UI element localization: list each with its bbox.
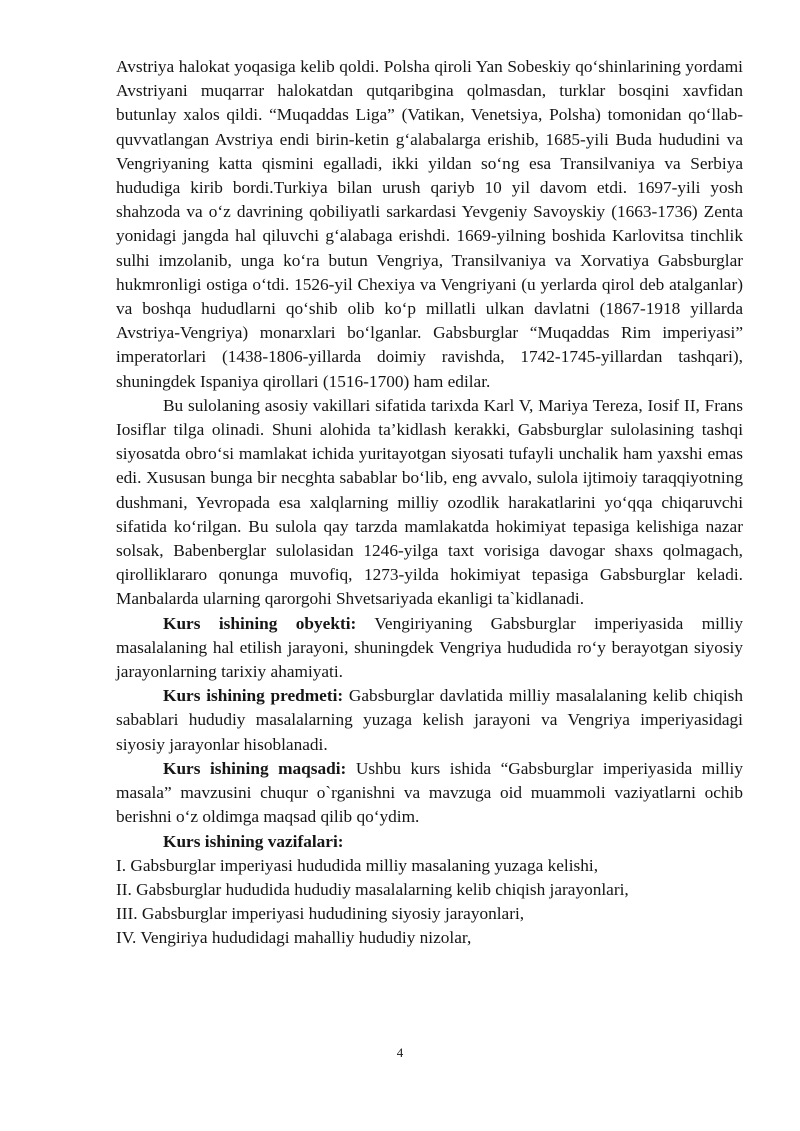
task-list-item: IV. Vengiriya hududidagi mahalliy hududiy nizolar, — [116, 928, 472, 948]
section-subject-label: Kurs ishining predmeti: — [163, 686, 344, 706]
section-subject-text: Gabsburglar davlatida milliy masalalaning kelib chiqish sabablari hududiy masalalarning yuzaga kelish jarayoni va Vengriya imperiyasidagi siyosiy jarayonlar hisoblanadi. — [116, 686, 743, 754]
section-tasks-heading: Kurs ishining vazifalari: — [163, 831, 344, 851]
page-number: 4 — [396, 1045, 404, 1060]
task-list-item: III. Gabsburglar imperiyasi hududining siyosiy jarayonlari, — [116, 904, 525, 924]
document-page — [116, 55, 743, 951]
section-object-text: Vengiriyaning Gabsburglar imperiyasida milliy masalalaning hal etilish jarayoni, shuningdek Vengriya hududida ro‘y berayotgan siyosiy jarayonlarning tarixiy ahamiyati. — [116, 613, 743, 682]
section-subject — [116, 684, 743, 757]
section-object-label: Kurs ishining obyekti: — [163, 613, 357, 633]
paragraph-dynasty-representatives: Bu sulolaning asosiy vakillari sifatida tarixda Karl V, Mariya Tereza, Iosif II, Frans Iosiflar tilga olinadi. Shuni alohida ta’kidlash kerakki, Gabsburglar sulolasining tashqi siyosatda obro‘si mamlakat ichida yuritayotgan siyosati tufayli unchalik ham yaxshi emas edi. Xususan bunga bir necghta sabablar bo‘lib, eng avvalo, sulola ijtimoiy taraqqiyotning dushmani, Yevropada esa xalqlarning milliy ozodlik harakatlarini yo‘qqa chiqaruvchi sifatida ko‘rilgan. Bu sulola qay tarzda mamlakatda hokimiyat tepasiga kelishiga nazar solsak, Babenberglar sulolasidan 1246-yilga taxt vorisiga davogar shaxs qolmagach, qirolliklararo qonunga muvofiq, 1273-yilda hokimiyat tepasiga Gabsburglar keladi. Manbalarda ularning qarorgohi Shvetsariyada ekanligi ta`kidlanadi. — [116, 395, 743, 609]
task-list-item: II. Gabsburglar hududida hududiy masalalarning kelib chiqish jarayonlari, — [116, 879, 629, 899]
section-goal-label: Kurs ishining maqsadi: — [163, 758, 347, 778]
section-goal — [116, 757, 743, 830]
section-goal-text: Ushbu kurs ishida “Gabsburglar imperiyasida milliy masala” mavzusini chuqur o`rganishni va mavzuga oid muammoli vaziyatlarni ochib berishni o‘z oldimga maqsad qilib qo‘ydim. — [116, 758, 744, 827]
task-list-item: I. Gabsburglar imperiyasi hududida milliy masalaning yuzaga kelishi, — [116, 855, 599, 875]
section-object — [116, 612, 743, 685]
paragraph-habsburg-wars: Avstriya halokat yoqasiga kelib qoldi. Polsha qiroli Yan Sobeskiy qo‘shinlarining yordami Avstriyani muqarrar halokatdan qutqaribgina qolmasdan, turklar bosqini xavfidan butunlay xalos qildi. “Muqaddas Liga” (Vatikan, Venetsiya, Polsha) tomonidan qo‘llab-quvvatlangan Avstriya endi birin-ketin g‘alabalarga erishib, 1685-yili Buda hududini va Vengriyaning katta qismini egalladi, ikki yildan so‘ng esa Transilvaniya va Serbiya hududiga kirib bordi.Turkiya bilan urush qariyb 10 yil davom etdi. 1697-yili yosh shahzoda va o‘z davrining qobiliyatli sarkardasi Yevgeniy Savoyskiy (1663-1736) Zenta yonidagi jangda hal qiluvchi g‘alabaga erishdi. 1669-yilning boshida Karlovitsa tinchlik sulhi imzolanib, unga ko‘ra butun Vengriya, Transilvaniya va Xorvatiya Gabsburglar hukmronligi ostiga o‘tdi. 1526-yil Chexiya va Vengriyani (u yerlarda qirol deb atalganlar) va boshqa hududlarni qo‘shib olib ko‘p millatli ulkan davlatni (1867-1918 yillarda Avstriya-Vengriya) monarxlari bo‘lganlar. Gabsburglar “Muqaddas Rim imperiyasi” imperatorlari (1438-1806-yillarda doimiy ravishda, 1742-1745-yillardan tashqari), shuningdek Ispaniya qirollari (1516-1700) ham edilar. — [116, 57, 743, 391]
